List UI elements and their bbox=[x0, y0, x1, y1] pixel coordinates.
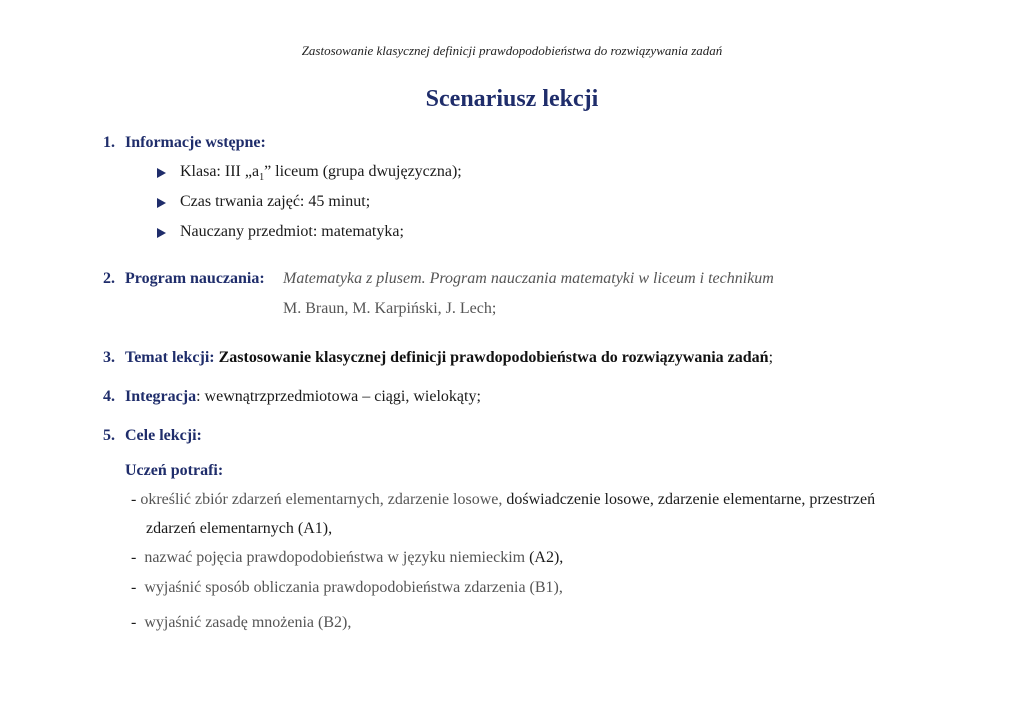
program-authors: M. Braun, M. Karpiński, J. Lech; bbox=[283, 300, 497, 317]
goal-item: - określić zbiór zdarzeń elementarnych, zdarzenie losowe, doświadczenie losowe, zdarzenie elementarne, przestrzeń bbox=[131, 491, 876, 508]
section-number: 3. bbox=[103, 349, 115, 366]
section-1-heading bbox=[103, 134, 266, 152]
section-number: 2. bbox=[103, 270, 115, 287]
section-heading: Integracja bbox=[125, 388, 197, 405]
section-heading: Cele lekcji: bbox=[125, 427, 202, 444]
integration-text: : wewnątrzprzedmiotowa – ciągi, wielokąty; bbox=[196, 388, 481, 405]
running-header: Zastosowanie klasycznej definicji prawdopodobieństwa do rozwiązywania zadań bbox=[301, 43, 723, 58]
section-heading: Program nauczania: bbox=[125, 270, 265, 287]
dash: - bbox=[131, 549, 137, 566]
section-heading: Informacje wstępne: bbox=[125, 134, 266, 151]
dash: - bbox=[131, 491, 137, 508]
section-2-heading bbox=[103, 270, 265, 288]
list-item-subject: Nauczany przedmiot: matematyka; bbox=[180, 223, 404, 240]
dash: - bbox=[131, 579, 137, 596]
list-item-class: Klasa: III $„a_1$” liceum (grupa dwujęzyczna); bbox=[180, 163, 462, 184]
dash: - bbox=[131, 614, 137, 631]
section-number: 5. bbox=[103, 427, 115, 444]
arrow-bullet-icon bbox=[157, 168, 166, 178]
arrow-bullet-icon bbox=[157, 228, 166, 238]
section-number: 4. bbox=[103, 388, 115, 405]
goal-item-continuation: zdarzeń elementarnych (A1), bbox=[146, 520, 333, 537]
section-4-row bbox=[103, 388, 481, 406]
subscript: 1 bbox=[259, 172, 265, 184]
section-3-row: 3. Temat lekcji: Zastosowanie klasycznej definicji prawdopodobieństwa do rozwiązywania zadań; bbox=[103, 349, 774, 366]
list-item-duration: Czas trwania zajęć: 45 minut; bbox=[180, 193, 371, 210]
goals-subheading: Uczeń potrafi: bbox=[125, 462, 224, 479]
section-heading: Temat lekcji: bbox=[125, 349, 215, 366]
section-5-heading bbox=[103, 427, 202, 445]
goal-item: - wyjaśnić sposób obliczania prawdopodobieństwa zdarzenia (B1), bbox=[131, 579, 563, 596]
section-number: 1. bbox=[103, 134, 115, 151]
goal-item: - nazwać pojęcia prawdopodobieństwa w języku niemieckim (A2), bbox=[131, 549, 564, 566]
page-title: Scenariusz lekcji bbox=[425, 86, 599, 112]
program-title: Matematyka z plusem. Program nauczania matematyki w liceum i technikum bbox=[283, 270, 774, 287]
lesson-topic: Zastosowanie klasycznej definicji prawdopodobieństwa do rozwiązywania zadań bbox=[218, 349, 769, 366]
arrow-bullet-icon bbox=[157, 198, 166, 208]
goal-item: - wyjaśnić zasadę mnożenia (B2), bbox=[131, 614, 352, 631]
